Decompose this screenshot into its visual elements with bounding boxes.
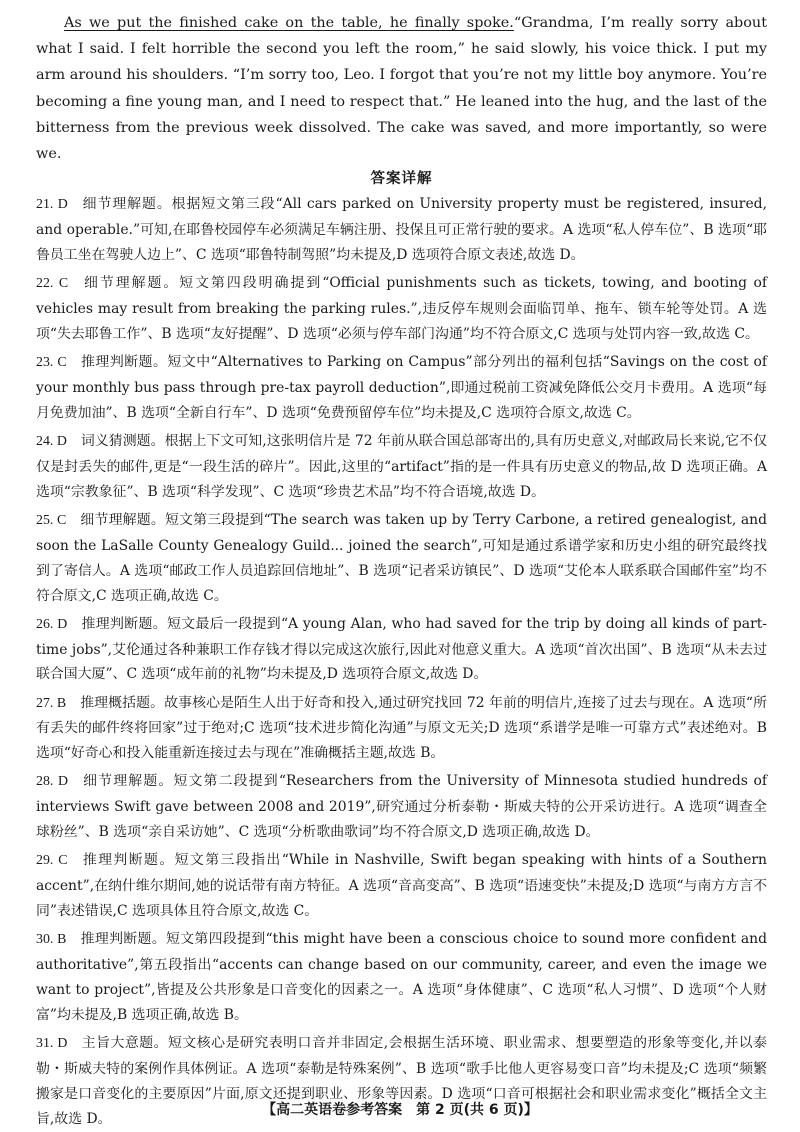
answer-text: 细节理解题。短文第三段提到“The search was taken up by Terry Carbone, a retired genealogist, and soon the LaSalle County Genealogy Guild... joined the search”,可知是通过系谱学家和历史小组的研究最终找到了寄信人。A 选项“邮政工作人员追踪回信地址”、B 选项“记者采访镇民”、D 选项“艾伦本人联系联合国邮件室”均不符合原文,C 选项正确,故选 C。 <box>36 511 767 604</box>
answer-number: 28. D <box>36 774 69 790</box>
answer-number: 26. D <box>36 616 68 632</box>
answer-number: 23. C <box>36 355 67 371</box>
answer-text: 推理判断题。短文第四段提到“this might have been a conscious choice to sound more confident and authoritative”,第五段指出“accents can change based on our community, career, and even the image we want to project”,皆提及公共形象是口音变化的因素之一。A 选项“身体健康”、C 选项“私人习惯”、D 选项“个人财富”均未提及,B 选项正确,故选 B。 <box>36 931 767 1023</box>
answer-item <box>36 271 767 347</box>
answer-item <box>36 769 767 845</box>
answer-text: 推理判断题。短文最后一段提到“A young Alan, who had saved for the trip by doing all kinds of part-time jobs”,艾伦通过各种兼职工作存钱才得以完成这次旅行,因此对他意义重大。A 选项“首次出国”、B 选项“从未去过联合国大厦”、C 选项“成年前的礼物”均未提及,D 选项符合原文,故选 D。 <box>36 615 768 683</box>
answer-item <box>36 848 767 924</box>
underlined-sentence: As we put the finished cake on the table, he finally spoke. <box>64 15 514 31</box>
answer-item <box>36 192 767 268</box>
answer-text: 细节理解题。根据短文第三段“All cars parked on University property must be registered, insured, and operable.”可知,在耶鲁校园停车必须满足车辆注册、投保且可正常行驶的要求。A 选项“私人停车位”、B 选项“耶鲁员工坐在驾驶人边上”、C 选项“耶鲁特制驾照”均未提及,D 选项符合原文表述,故选 D。 <box>36 196 767 264</box>
answer-number: 30. B <box>36 932 67 948</box>
answer-list <box>36 192 767 1132</box>
answer-item <box>36 429 767 505</box>
answer-text: 细节理解题。短文第四段明确提到“Official punishments such as tickets, towing, and booting of vehicles may result from breaking the parking rules.”,违反停车规则会面临罚单、拖车、锁车轮等处罚。A 选项“失去耶鲁工作”、B 选项“友好提醒”、D 选项“必须与停车部门沟通”均不符合原文,C 选项与处罚内容一致,故选 C。 <box>36 275 767 342</box>
answer-number: 31. D <box>36 1036 68 1052</box>
answer-number: 22. C <box>36 276 69 292</box>
answer-text: 细节理解题。短文第二段提到“Researchers from the University of Minnesota studied hundreds of interviews Swift gave between 2008 and 2019”,研究通过分析泰勒・斯威夫特的公开采访进行。A 选项“调查全球粉丝”、B 选项“亲自采访她”、C 选项“分析歌曲歌词”均不符合原文,D 选项正确,故选 D。 <box>36 773 767 841</box>
answer-text: 主旨大意题。短文核心是研究表明口音并非固定,会根据生活环境、职业需求、想要塑造的形象等变化,并以泰勒・斯威夫特的案例作具体例证。A 选项“泰勒是特殊案例”、B 选项“歌手比他人更容易变口音”均未提及;C 选项“频繁搬家是口音变化的主要原因”片面,原文还提到职业、形象等因素。D 选项“口音可根据社会和职业需求变化”概括全文主旨,故选 D。 <box>36 1035 767 1127</box>
answer-number: 25. C <box>36 512 67 528</box>
section-title: 答案详解 <box>370 171 433 188</box>
story-text: “Grandma, I’m really sorry about what I said. I felt horrible the second you left the room,” he said slowly, his voice thick. I put my arm around his shoulders. “I’m sorry too, Leo. I forgot that you’re not my little boy anymore. You’re becoming a fine young man, and I need to respect that.” He leaned into the hug, and the last of the bitterness from the previous week dissolved. The cake was saved, and more importantly, so were we. <box>36 15 767 163</box>
page-footer: 【高二英语卷参考答案 第 2 页(共 6 页)】 <box>262 1102 538 1118</box>
answer-number: 24. D <box>36 433 67 449</box>
answer-item <box>36 691 767 767</box>
answer-text: 推理判断题。短文第三段指出“While in Nashville, Swift began speaking with hints of a Southern accent”,在纳什维尔期间,她的说话带有南方特征。A 选项“音高变高”、B 选项“语速变快”未提及;D 选项“与南方方言不同”表述错误,C 选项具体且符合原文,故选 C。 <box>36 852 767 920</box>
answer-item <box>36 350 767 426</box>
answer-item <box>36 508 767 609</box>
answer-number: 21. D <box>36 197 68 213</box>
answer-number: 27. B <box>36 695 67 711</box>
story-paragraph <box>36 10 767 167</box>
answer-item <box>36 612 767 688</box>
answer-text: 推理判断题。短文中“Alternatives to Parking on Campus”部分列出的福利包括“Savings on the cost of your monthly bus pass through pre-tax payroll deduction”,即通过税前工资减免降低公交月卡费用。A 选项“每月免费加油”、B 选项“全新自行车”、D 选项“免费预留停车位”均未提及,C 选项符合原文,故选 C。 <box>36 354 768 421</box>
answer-text: 推理概括题。故事核心是陌生人出于好奇和投入,通过研究找回 72 年前的明信片,连接了过去与现在。A 选项“所有丢失的邮件终将回家”过于绝对;C 选项“技术进步简化沟通”与原文无关;D 选项“系谱学是唯一可靠方式”表述绝对。B 选项“好奇心和投入能重新连接过去与现在”准确概括主题,故选 B。 <box>36 694 767 762</box>
answer-number: 29. C <box>36 853 68 869</box>
answer-item <box>36 927 767 1028</box>
answer-text: 词义猜测题。根据上下文可知,这张明信片是 72 年前从联合国总部寄出的,具有历史意义,对邮政局长来说,它不仅仅是封丢失的邮件,更是“一段生活的碎片”。因此,这里的“artifact”指的是一件具有历史意义的物品,故 D 选项正确。A 选项“宗教象征”、B 选项“科学发现”、C 选项“珍贵艺术品”均不符合语境,故选 D。 <box>36 432 767 500</box>
